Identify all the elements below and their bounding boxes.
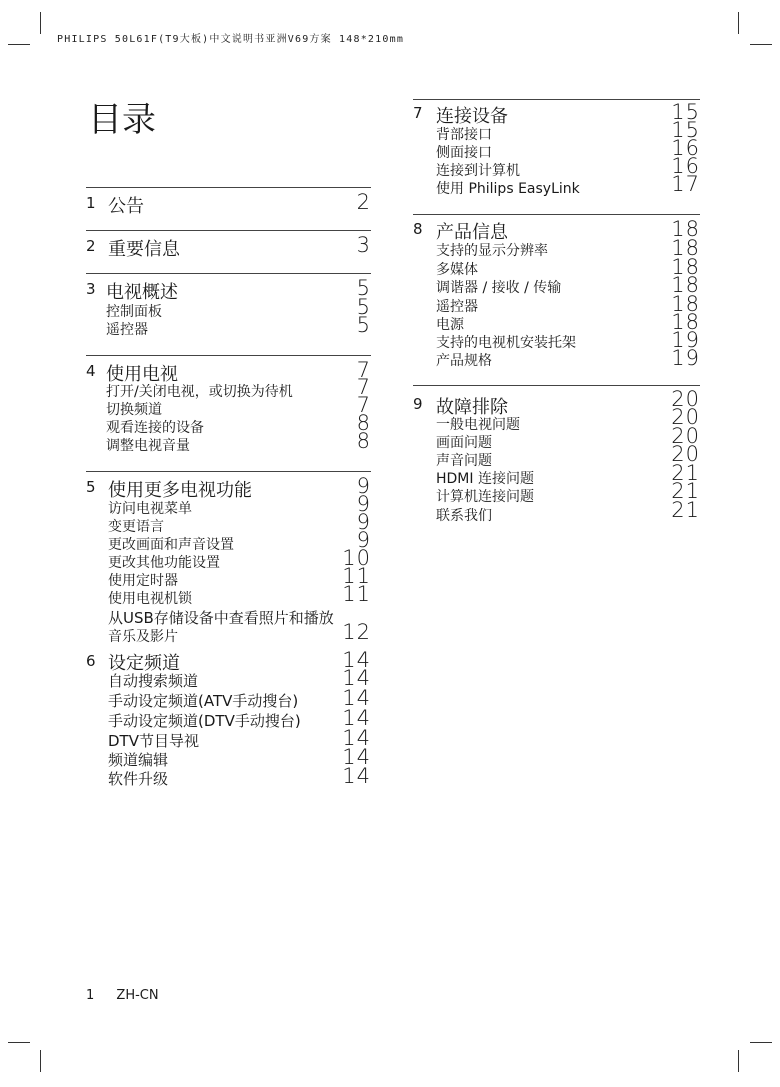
toc-item-page: 21: [671, 479, 700, 503]
section-page: 2: [356, 190, 371, 214]
toc-item[interactable]: 访问电视菜单: [108, 501, 192, 517]
toc-item[interactable]: 电源: [436, 317, 464, 333]
section-title[interactable]: 设定频道: [108, 653, 180, 674]
crop-mark: [750, 44, 772, 45]
footer-language: ZH-CN: [116, 988, 159, 1003]
toc-item-page: 20: [671, 424, 700, 448]
toc-section: [86, 355, 371, 466]
toc-section: [86, 647, 371, 797]
toc-section: [86, 187, 371, 228]
toc-item-page: 14: [342, 745, 371, 769]
toc-item[interactable]: 切换频道: [106, 402, 162, 418]
toc-item[interactable]: 支持的显示分辨率: [436, 243, 548, 259]
section-page: 15: [671, 100, 700, 124]
toc-item[interactable]: 软件升级: [108, 770, 169, 788]
toc-section: [86, 471, 371, 647]
section-number: 6: [86, 652, 96, 670]
toc-item-page: 18: [671, 273, 700, 297]
section-title[interactable]: 使用电视: [106, 364, 178, 385]
crop-mark: [750, 1042, 772, 1043]
section-title[interactable]: 电视概述: [106, 282, 178, 303]
section-number: 8: [413, 220, 423, 238]
toc-item-page: 9: [356, 492, 371, 516]
toc-item[interactable]: 手动设定频道(DTV手动搜台): [108, 712, 301, 730]
section-title[interactable]: 连接设备: [436, 106, 508, 127]
toc-item[interactable]: 调整电视音量: [106, 438, 190, 454]
toc-item-page: 7: [356, 375, 371, 399]
toc-item-page: 16: [671, 154, 700, 178]
section-number: 7: [413, 104, 423, 122]
toc-item-page: 16: [671, 136, 700, 160]
section-page: 3: [356, 233, 371, 257]
toc-item-page: 18: [671, 236, 700, 260]
toc-item[interactable]: 从USB存储设备中查看照片和播放: [108, 609, 334, 627]
toc-item-page: 14: [342, 686, 371, 710]
section-title[interactable]: 产品信息: [436, 222, 508, 243]
toc-section: [86, 230, 371, 271]
section-page: 18: [671, 217, 700, 241]
crop-mark: [8, 44, 30, 45]
toc-item-page: 8: [356, 411, 371, 435]
toc-item[interactable]: 观看连接的设备: [106, 420, 204, 436]
section-number: 3: [86, 280, 96, 298]
toc-item[interactable]: 遥控器: [106, 322, 148, 338]
toc-item[interactable]: 侧面接口: [436, 145, 492, 161]
toc-item[interactable]: 更改画面和声音设置: [108, 537, 234, 553]
toc-item-page: 12: [342, 620, 371, 644]
toc-item[interactable]: 画面问题: [436, 435, 492, 451]
toc-item[interactable]: 联系我们: [436, 508, 492, 524]
toc-item[interactable]: 支持的电视机安装托架: [436, 335, 576, 351]
section-number: 9: [413, 395, 423, 413]
toc-item-page: 5: [356, 295, 371, 319]
toc-item-page: 5: [356, 313, 371, 337]
document-header: PHILIPS 50L61F(T9大板)中文说明书亚洲V69方案 148*210mm: [57, 34, 405, 45]
section-number: 1: [86, 194, 96, 212]
crop-mark: [40, 1050, 41, 1072]
toc-item-page: 8: [356, 429, 371, 453]
toc-right-column: [413, 0, 700, 1087]
toc-item[interactable]: 频道编辑: [108, 751, 169, 769]
toc-item-page: 21: [671, 498, 700, 522]
toc-item[interactable]: 一般电视问题: [436, 417, 520, 433]
toc-item[interactable]: 计算机连接问题: [436, 489, 534, 505]
toc-item-page: 19: [671, 328, 700, 352]
toc-item[interactable]: 连接到计算机: [436, 163, 520, 179]
toc-item[interactable]: 音乐及影片: [108, 629, 178, 645]
toc-item[interactable]: 背部接口: [436, 127, 492, 143]
toc-item-page: 14: [342, 706, 371, 730]
toc-item[interactable]: DTV节目导视: [108, 732, 199, 750]
section-title[interactable]: 使用更多电视功能: [108, 480, 252, 501]
toc-item-page: 21: [671, 461, 700, 485]
footer-page-number: 1: [86, 988, 95, 1003]
toc-item-page: 18: [671, 255, 700, 279]
toc-item-page: 10: [342, 546, 371, 570]
toc-item[interactable]: 变更语言: [108, 519, 164, 535]
toc-item-page: 7: [356, 393, 371, 417]
toc-item[interactable]: 调谐器 / 接收 / 传输: [436, 280, 562, 296]
toc-item-page: 15: [671, 118, 700, 142]
toc-item[interactable]: 产品规格: [436, 353, 492, 369]
section-page: 14: [342, 648, 371, 672]
section-page: 20: [671, 387, 700, 411]
toc-item[interactable]: 手动设定频道(ATV手动搜台): [108, 692, 299, 710]
toc-item-page: 9: [356, 510, 371, 534]
crop-mark: [40, 12, 41, 34]
toc-item-page: 14: [342, 666, 371, 690]
section-page: 7: [356, 358, 371, 382]
toc-item[interactable]: 遥控器: [436, 299, 478, 315]
page-footer: [86, 988, 177, 1003]
toc-item-page: 19: [671, 346, 700, 370]
toc-item[interactable]: 自动搜索频道: [108, 672, 199, 690]
section-number: 4: [86, 362, 96, 380]
toc-section: [86, 273, 371, 354]
crop-mark: [8, 1042, 30, 1043]
toc-item[interactable]: 使用 Philips EasyLink: [436, 181, 580, 197]
toc-item-page: 17: [671, 172, 700, 196]
section-page: 9: [356, 474, 371, 498]
section-title[interactable]: 故障排除: [436, 397, 508, 418]
toc-item-page: 18: [671, 310, 700, 334]
toc-section: [413, 99, 700, 200]
toc-item-page: 18: [671, 292, 700, 316]
toc-item-page: 9: [356, 528, 371, 552]
toc-section: [413, 385, 700, 531]
toc-item[interactable]: 多媒体: [436, 262, 478, 278]
toc-item[interactable]: 更改其他功能设置: [108, 555, 220, 571]
toc-item-page: 14: [342, 726, 371, 750]
crop-mark: [738, 12, 739, 34]
toc-item[interactable]: 声音问题: [436, 453, 492, 469]
toc-item[interactable]: 控制面板: [106, 304, 162, 320]
toc-item[interactable]: 使用定时器: [108, 573, 178, 589]
crop-mark: [738, 1050, 739, 1072]
toc-item[interactable]: 使用电视机锁: [108, 591, 192, 607]
section-title[interactable]: 公告: [108, 196, 144, 217]
toc-item-page: 11: [342, 564, 371, 588]
toc-item[interactable]: 打开/关闭电视，或切换为待机: [106, 384, 293, 400]
section-title[interactable]: 重要信息: [108, 239, 180, 260]
section-number: 5: [86, 478, 96, 496]
toc-item-page: 14: [342, 764, 371, 788]
toc-item-page: 11: [342, 582, 371, 606]
toc-item[interactable]: HDMI 连接问题: [436, 471, 534, 487]
section-number: 2: [86, 237, 96, 255]
toc-item-page: 20: [671, 442, 700, 466]
page-title: 目录: [88, 100, 156, 140]
toc-section: [413, 214, 700, 375]
toc-left-column: [86, 0, 371, 1087]
toc-item-page: 20: [671, 405, 700, 429]
section-page: 5: [356, 276, 371, 300]
